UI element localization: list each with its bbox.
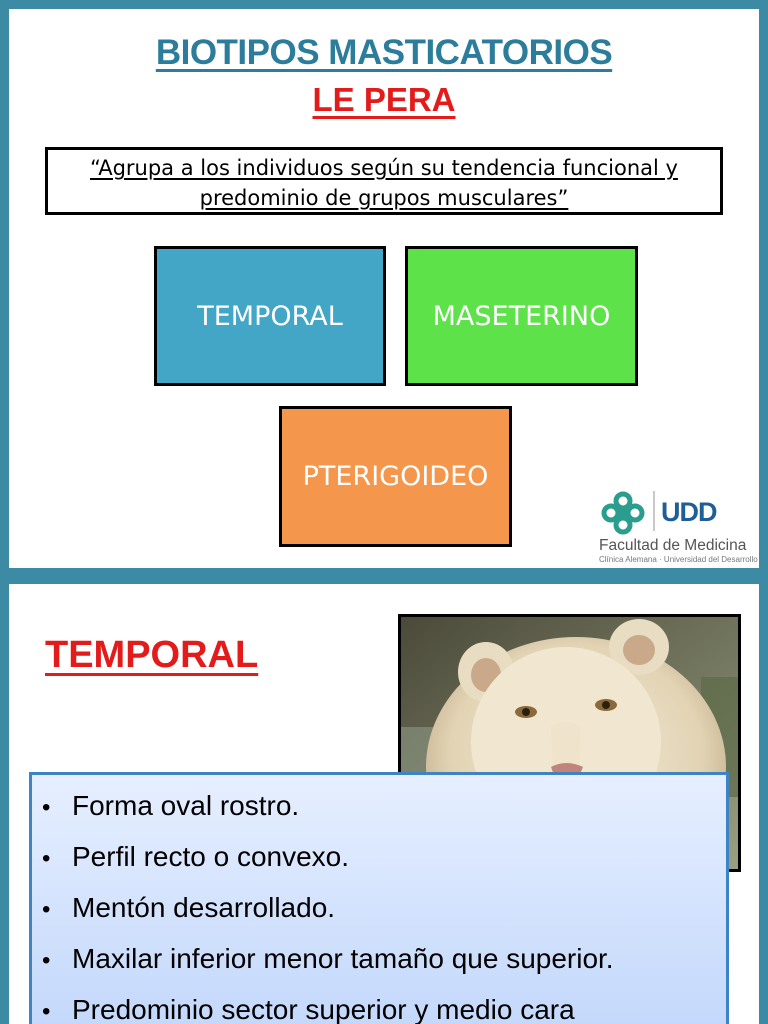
udd-logo — [599, 489, 758, 567]
faculty-sublabel: Clínica Alemana · Universidad del Desarrollo — [599, 555, 758, 564]
slide-temporal — [9, 584, 759, 1024]
biotype-box-maseterino: MASETERINO — [405, 246, 638, 386]
biotype-box-temporal: TEMPORAL — [154, 246, 386, 386]
trait-item: • Maxilar inferior menor tamaño que superior. — [42, 934, 614, 985]
definition-quote: “Agrupa a los individuos según su tendencia funcional y predominio de grupos musculares” — [45, 147, 723, 215]
slide-subtitle: LE PERA — [312, 81, 456, 118]
trait-item: • Forma oval rostro. — [42, 781, 614, 832]
slide-title: BIOTIPOS MASTICATORIOS — [155, 33, 613, 72]
traits-list-box — [29, 772, 729, 1024]
trait-item: • Predominio sector superior y medio cara — [42, 985, 614, 1024]
slide-title: TEMPORAL — [45, 634, 259, 676]
trait-item: • Perfil recto o convexo. — [42, 832, 614, 883]
udd-wordmark: UDD — [661, 497, 717, 527]
slide-biotipos — [9, 9, 759, 568]
logo-divider — [653, 491, 655, 531]
trait-item: • Mentón desarrollado. — [42, 883, 614, 934]
medical-cross-logo-icon — [601, 491, 645, 535]
biotype-box-pterigoideo: PTERIGOIDEO — [279, 406, 512, 547]
faculty-label: Facultad de Medicina — [599, 537, 747, 554]
